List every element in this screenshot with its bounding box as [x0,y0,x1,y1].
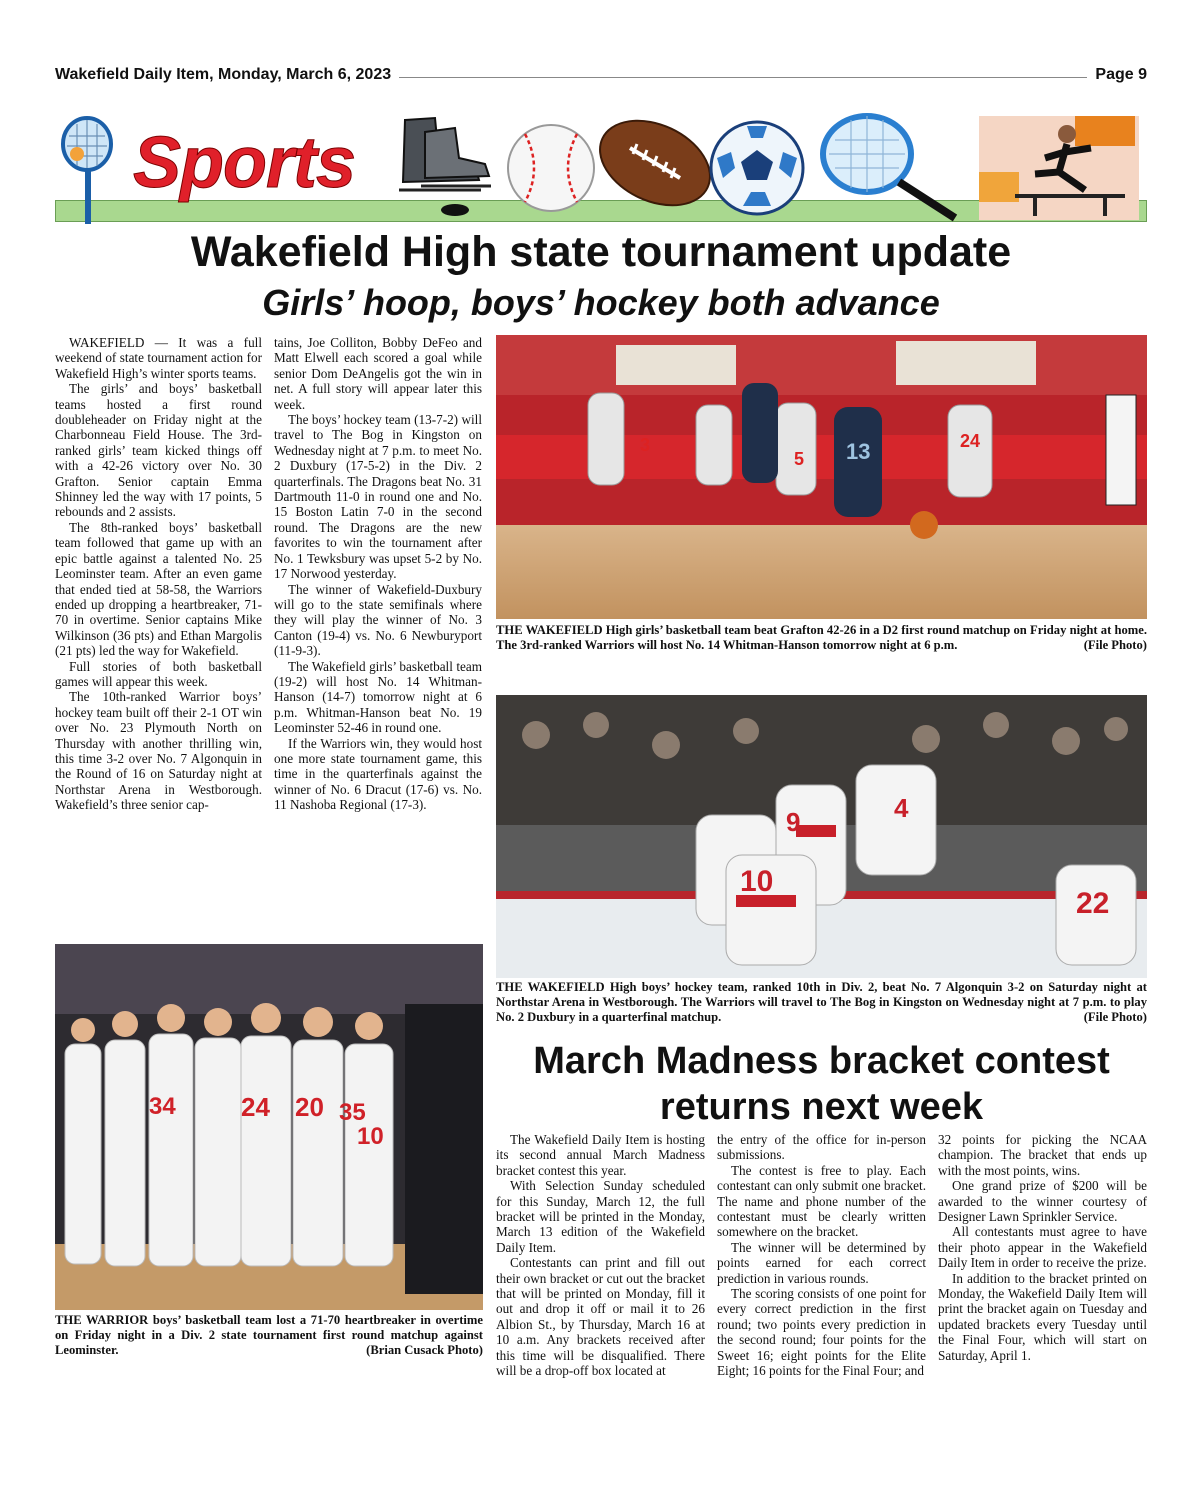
jersey-number: 10 [740,865,774,898]
paragraph: The girls’ and boys’ basketball teams hosted a first round doubleheader on Friday night at the Charbonneau Field House. The 3rd-ranked girls’ team kicked things off with a 42-26 victory over No. 30 Grafton. Senior captain Emma Shinney led the way with 17 points, 5 rebounds and 2 assists. [55,381,262,520]
paragraph: If the Warriors win, they would host one more state tournament game, this time in the quarterfinals against the winner of No. 6 Dracut (17-6) vs. No. 11 Nashoba Regional (17-3). [274,735,482,813]
hockey-skates-icon [385,110,495,220]
girls-basketball-caption [496,623,1147,653]
jersey-number: 35 [339,1099,366,1126]
paragraph: The 8th-ranked boys’ basketball team followed that game up with an epic battle against a talented No. 25 Leominster team. After an even game that ended tied at 58-58, the Warriors ended up dropping a heartbreaker, 71-70 in overtime. Senior captains Mike Wilkinson (36 pts) and Ethan Margolis (21 pts) led the way for Wakefield. [55,519,262,659]
paragraph: The boys’ hockey team (13-7-2) will travel to The Bog in Kingston on Wednesday night at 7 p.m. to meet No. 2 Duxbury (17-5-2) in the Div. 2 quarterfinals. The Dragons beat No. 31 Dartmouth 11-0 in round one and No. 15 Boston Latin 7-0 in the second round. The Dragons are the new favorites to win the tournament after No. 1 Tewksbury was upset 5-2 by No. 17 Norwood yesterday. [274,412,482,582]
boys-basketball-caption [55,1313,483,1358]
boys-hockey-caption [496,980,1147,1025]
bracket-headline-line1: March Madness bracket contest [533,1040,1110,1082]
paragraph: 32 points for picking the NCAA champion. The bracket that ends up with the most points, wins. [938,1132,1147,1178]
paragraph: With Selection Sunday scheduled for this Sunday, March 12, the full bracket will be printed in the Monday, March 13 edition of the Wakefield Daily Item. [496,1178,705,1255]
paragraph: One grand prize of $200 will be awarded to the winner courtesy of Designer Lawn Sprinkler Service. [938,1178,1147,1225]
page-header [55,66,1147,88]
paragraph: Contestants can print and fill out their own bracket or cut out the bracket that will be printed on Monday, fill it out and drop it off or mail it to 26 Albion St., by Thursday, March 16 at 10 a.m. Any brackets received after this time will be disqualified. There will be a drop-off box located at [496,1255,705,1379]
jersey-number: 3 [640,435,651,455]
caption-text: THE WAKEFIELD High boys’ hockey team, ranked 10th in Div. 2, beat No. 7 Algonquin 3-2 on Saturday night at Northstar Arena in Westborough. The Warriors will travel to The Bog in Kingston on Wednesday night at 7 p.m. to play No. 2 Duxbury in a quarterfinal matchup. [496,980,1147,1024]
hurdler-icon [975,112,1143,222]
article1-column-1 [55,335,262,813]
jersey-number: 24 [960,431,981,451]
paragraph: The scoring consists of one point for every correct prediction in the first round; two points every prediction in the second round; four points for the Sweet 16; eight points for the Elite Eight; 16 points for the Final Four; and [717,1286,926,1379]
jersey-number: 24 [241,1092,270,1122]
paragraph: The Wakefield Daily Item is hosting its second annual March Madness bracket contest this year. [496,1132,705,1178]
photo-credit: (File Photo) [1083,1010,1147,1024]
paragraph: All contestants must agree to have their photo appear in the Wakefield Daily Item in order to receive the prize. [938,1224,1147,1271]
baseball-icon [505,122,597,214]
sports-title: Sports [133,123,356,203]
main-subheadline: Girls’ hoop, boys’ hockey both advance [262,282,940,323]
jersey-number: 4 [894,793,909,823]
paragraph: WAKEFIELD — It was a full weekend of state tournament action for Wakefield High’s winter sports teams. [55,335,262,381]
paragraph: In addition to the bracket printed on Monday, the Wakefield Daily Item will print the bracket again on Tuesday and updated brackets every Tuesday until the Final Four, which will start on Saturday, April 1. [938,1270,1147,1363]
paragraph: tains, Joe Colliton, Bobby DeFeo and Matt Elwell each scored a goal while senior Dom DeAngelis got the win in net. A full story will appear later this week. [274,335,482,412]
jersey-number: 34 [149,1093,176,1120]
jersey-number: 5 [794,449,805,469]
jersey-number: 10 [357,1123,384,1150]
girls-basketball-photo [496,335,1147,619]
article2-column-3 [938,1132,1147,1363]
soccer-ball-icon [707,118,807,218]
article2-column-2 [717,1132,926,1379]
paragraph: The Wakefield girls’ basketball team (19-2) will host No. 14 Whitman-Hanson (14-7) tomorrow night at 6 p.m. Whitman-Hanson beat No. 19 Leominster 52-46 in round one. [274,658,482,736]
caption-text: THE WAKEFIELD High girls’ basketball team beat Grafton 42-26 in a D2 first round matchup on Friday night at home. The 3rd-ranked Warriors will host No. 14 Whitman-Hanson tomorrow night at 6 p.m. [496,623,1147,652]
boys-hockey-photo [496,695,1147,978]
page-number: Page 9 [1087,66,1147,84]
paragraph: Full stories of both basketball games will appear this week. [55,658,262,689]
lacrosse-stick-icon [55,116,125,226]
photo-credit: (File Photo) [1083,638,1147,652]
article1-column-2 [274,335,482,813]
photo-credit: (Brian Cusack Photo) [366,1343,483,1357]
main-headline: Wakefield High state tournament update [190,228,1012,276]
caption-text: THE WARRIOR boys’ basketball team lost a 71-70 heartbreaker in overtime on Friday night in a Div. 2 state tournament first round matchup against Leominster. [55,1313,483,1357]
tennis-racket-icon [815,110,965,222]
article2-column-1 [496,1132,705,1379]
football-icon [595,108,715,218]
jersey-number: 22 [1076,887,1110,920]
paragraph: The 10th-ranked Warrior boys’ hockey team built off their 2-1 OT win over No. 23 Plymouth North on Thursday with another thrilling win, this time 3-2 over No. 7 Algonquin in the Round of 16 on Saturday night at Northstar Arena in Westborough. Wakefield’s three senior cap- [55,689,262,813]
boys-basketball-photo [55,944,483,1310]
sports-banner [55,108,1147,224]
paragraph: The contest is free to play. Each contestant can only submit one bracket. The name and phone number of the contestant must be clearly written somewhere on the bracket. [717,1162,926,1240]
paragraph: The winner will be determined by points earned for each correct prediction in various rounds. [717,1239,926,1286]
publication-date: Wakefield Daily Item, Monday, March 6, 2023 [55,66,399,84]
jersey-number: 9 [786,807,801,837]
jersey-number: 13 [846,439,871,464]
bracket-headline-line2: returns next week [659,1086,984,1128]
paragraph: the entry of the office for in-person submissions. [717,1132,926,1163]
jersey-number: 20 [295,1092,324,1122]
paragraph: The winner of Wakefield-Duxbury will go to the state semifinals where they will play the winner of No. 3 Canton (19-4) vs. No. 6 Newburyport (11-9-3). [274,581,482,659]
